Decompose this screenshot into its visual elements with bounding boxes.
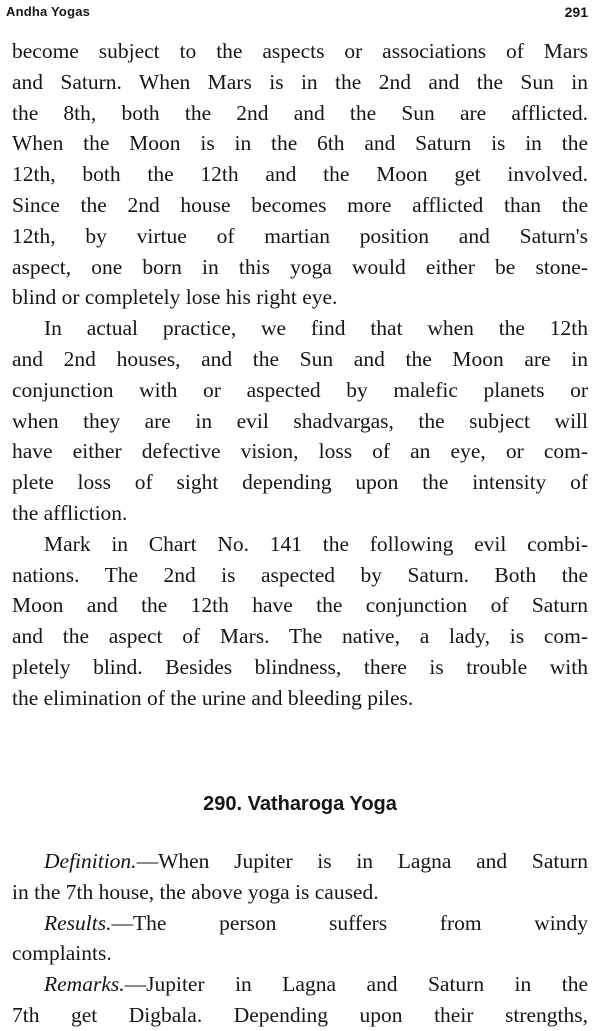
text-line: Moon and the 12th have the conjunction of Saturn: [12, 593, 588, 618]
text-line: complaints.: [12, 941, 112, 966]
results-line: [12, 908, 588, 939]
text-line: have either defective vision, loss of an eye, or com-: [12, 439, 588, 464]
paragraph-2: [12, 313, 588, 529]
text-line: the 8th, both the 2nd and the Sun are afflicted.: [12, 100, 588, 125]
paragraph-3: [12, 529, 588, 714]
text-line: Since the 2nd house becomes more afflicted than the: [12, 192, 588, 217]
definition-line: [12, 846, 588, 877]
remarks-label: Remarks.: [44, 972, 125, 997]
results-label: Results.: [44, 910, 112, 935]
text-line: 12th, both the 12th and the Moon get involved.: [12, 162, 588, 187]
page-header: [0, 4, 600, 24]
definition-text: —When Jupiter is in Lagna and Saturn: [136, 849, 588, 873]
text-line: When the Moon is in the 6th and Saturn is in the: [12, 131, 588, 156]
yoga-details: [12, 846, 588, 1031]
section-heading: 290. Vatharoga Yoga: [203, 793, 397, 815]
text-line: in the 7th house, the above yoga is caused.: [12, 879, 379, 904]
text-line: plete loss of sight depending upon the intensity of: [12, 470, 588, 495]
text-line: pletely blind. Besides blindness, there is trouble with: [12, 654, 588, 679]
text-line: and the aspect of Mars. The native, a lady, is com-: [12, 624, 588, 649]
text-line: when they are in evil shadvargas, the subject will: [12, 408, 588, 433]
text-line: blind or completely lose his right eye.: [12, 285, 338, 310]
text-line: and 2nd houses, and the Sun and the Moon are in: [12, 346, 588, 371]
remarks-line: [12, 969, 588, 1000]
remarks-text: —Jupiter in Lagna and Saturn in the: [124, 972, 588, 997]
running-head: Andha Yogas: [6, 4, 91, 19]
text-line: conjunction with or aspected by malefic planets or: [12, 377, 588, 402]
text-line: aspect, one born in this yoga would either be stone-: [12, 254, 588, 279]
results-text: —The person suffers from windy: [111, 910, 588, 935]
text-line: become subject to the aspects or associations of Mars: [12, 39, 588, 63]
text-line: Mark in Chart No. 141 the following evil combi-: [44, 531, 588, 556]
text-line: 7th get Digbala. Depending upon their strengths,: [12, 1002, 588, 1027]
text-line: In actual practice, we find that when the 12th: [44, 316, 588, 341]
text-line: and Saturn. When Mars is in the 2nd and the Sun in: [12, 69, 588, 94]
page-number: 291: [564, 4, 588, 20]
text-line: the affliction.: [12, 500, 128, 525]
text-line: 12th, by virtue of martian position and Saturn's: [12, 223, 588, 248]
body-text: [12, 36, 588, 714]
paragraph-1: [12, 36, 588, 313]
definition-label: Definition.: [44, 849, 137, 873]
text-line: the elimination of the urine and bleeding piles.: [12, 685, 414, 710]
text-line: nations. The 2nd is aspected by Saturn. Both the: [12, 562, 588, 587]
